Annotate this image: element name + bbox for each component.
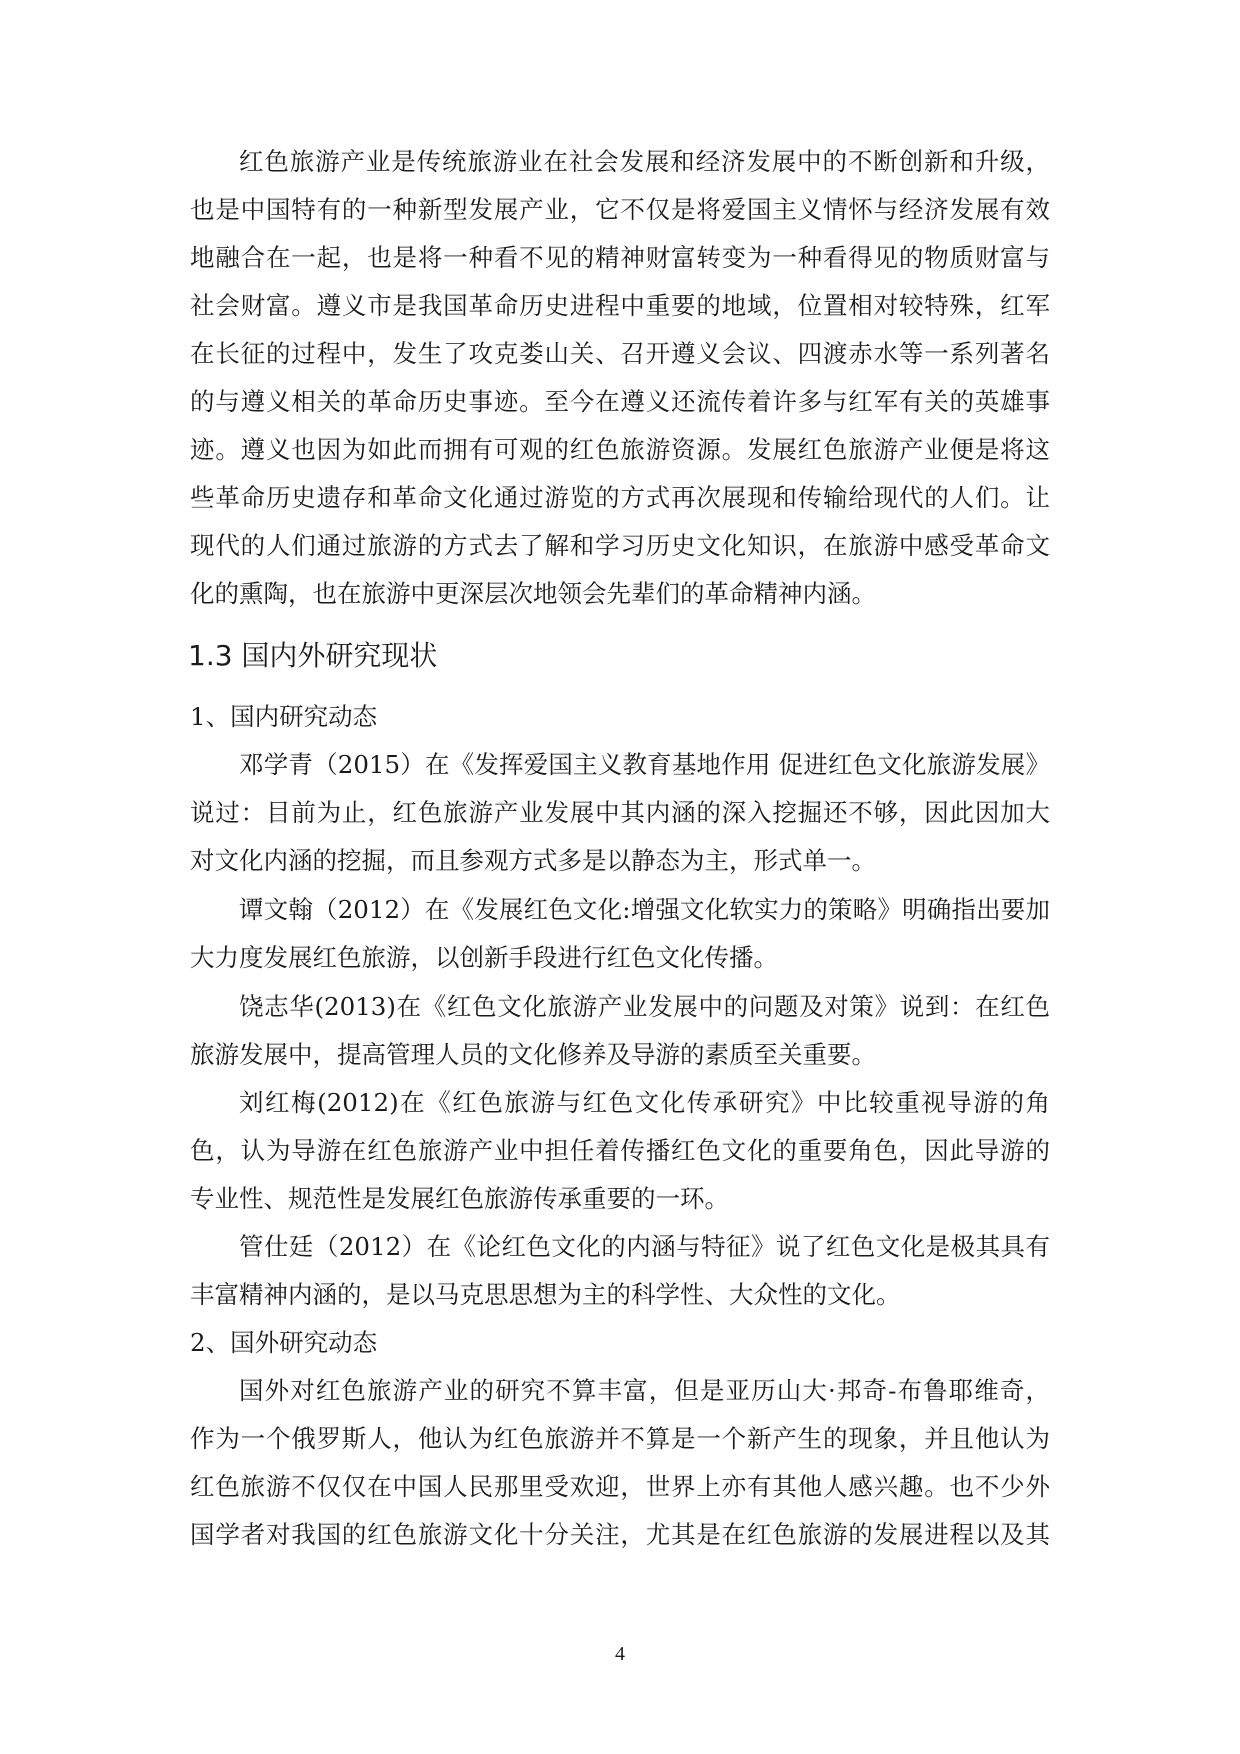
- page-number: 4: [615, 1643, 625, 1665]
- paragraph-line: 现代的人们通过旅游的方式去了解和学习历史文化知识，在旅游中感受革命文: [190, 531, 1050, 560]
- paragraph-line: 色，认为导游在红色旅游产业中担任着传播红色文化的重要角色，因此导游的: [190, 1136, 1050, 1165]
- paragraph-line: 在长征的过程中，发生了攻克娄山关、召开遵义会议、四渡赤水等一系列著名: [190, 339, 1050, 368]
- paragraph-line: 社会财富。遵义市是我国革命历史进程中重要的地域，位置相对较特殊，红军: [190, 291, 1050, 320]
- paragraph-line: 说过：目前为止，红色旅游产业发展中其内涵的深入挖掘还不够，因此因加大: [190, 798, 1050, 827]
- paragraph-line: 迹。遵义也因为如此而拥有可观的红色旅游资源。发展红色旅游产业便是将这: [190, 435, 1050, 464]
- section-heading: 1.3 国内外研究现状: [188, 639, 438, 672]
- paragraph-line: 邓学青（2015）在《发挥爱国主义教育基地作用 促进红色文化旅游发展》: [239, 750, 1050, 779]
- paragraph-line: 红色旅游不仅仅在中国人民那里受欢迎，世界上亦有其他人感兴趣。也不少外: [190, 1472, 1050, 1501]
- subsection-heading-foreign: 2、国外研究动态: [190, 1328, 378, 1357]
- paragraph-line: 旅游发展中，提高管理人员的文化修养及导游的素质至关重要。: [190, 1040, 876, 1069]
- paragraph-line: 对文化内涵的挖掘，而且参观方式多是以静态为主，形式单一。: [190, 846, 876, 875]
- paragraph-line: 地融合在一起，也是将一种看不见的精神财富转变为一种看得见的物质财富与: [190, 243, 1050, 272]
- paragraph-line: 也是中国特有的一种新型发展产业，它不仅是将爱国主义情怀与经济发展有效: [190, 195, 1050, 224]
- paragraph-line: 专业性、规范性是发展红色旅游传承重要的一环。: [190, 1184, 729, 1213]
- paragraph-line: 作为一个俄罗斯人，他认为红色旅游并不算是一个新产生的现象，并且他认为: [190, 1424, 1050, 1453]
- paragraph-line: 红色旅游产业是传统旅游业在社会发展和经济发展中的不断创新和升级，: [239, 147, 1050, 176]
- paragraph-line: 丰富精神内涵的，是以马克思思想为主的科学性、大众性的文化。: [190, 1280, 901, 1309]
- paragraph-line: 化的熏陶，也在旅游中更深层次地领会先辈们的革命精神内涵。: [190, 579, 876, 608]
- paragraph-line: 大力度发展红色旅游，以创新手段进行红色文化传播。: [190, 943, 778, 972]
- subsection-heading-domestic: 1、国内研究动态: [190, 702, 378, 731]
- paragraph-line: 国外对红色旅游产业的研究不算丰富，但是亚历山大·邦奇-布鲁耶维奇，: [239, 1376, 1050, 1405]
- paragraph-line: 国学者对我国的红色旅游文化十分关注，尤其是在红色旅游的发展进程以及其: [190, 1520, 1050, 1549]
- paragraph-line: 管仕廷（2012）在《论红色文化的内涵与特征》说了红色文化是极其具有: [239, 1232, 1050, 1261]
- paragraph-line: 饶志华(2013)在《红色文化旅游产业发展中的问题及对策》说到：在红色: [239, 992, 1050, 1021]
- paragraph-line: 些革命历史遗存和革命文化通过游览的方式再次展现和传输给现代的人们。让: [190, 483, 1050, 512]
- paragraph-line: 的与遵义相关的革命历史事迹。至今在遵义还流传着许多与红军有关的英雄事: [190, 387, 1050, 416]
- paragraph-line: 谭文翰（2012）在《发展红色文化:增强文化软实力的策略》明确指出要加: [239, 895, 1050, 924]
- paragraph-line: 刘红梅(2012)在《红色旅游与红色文化传承研究》中比较重视导游的角: [239, 1088, 1050, 1117]
